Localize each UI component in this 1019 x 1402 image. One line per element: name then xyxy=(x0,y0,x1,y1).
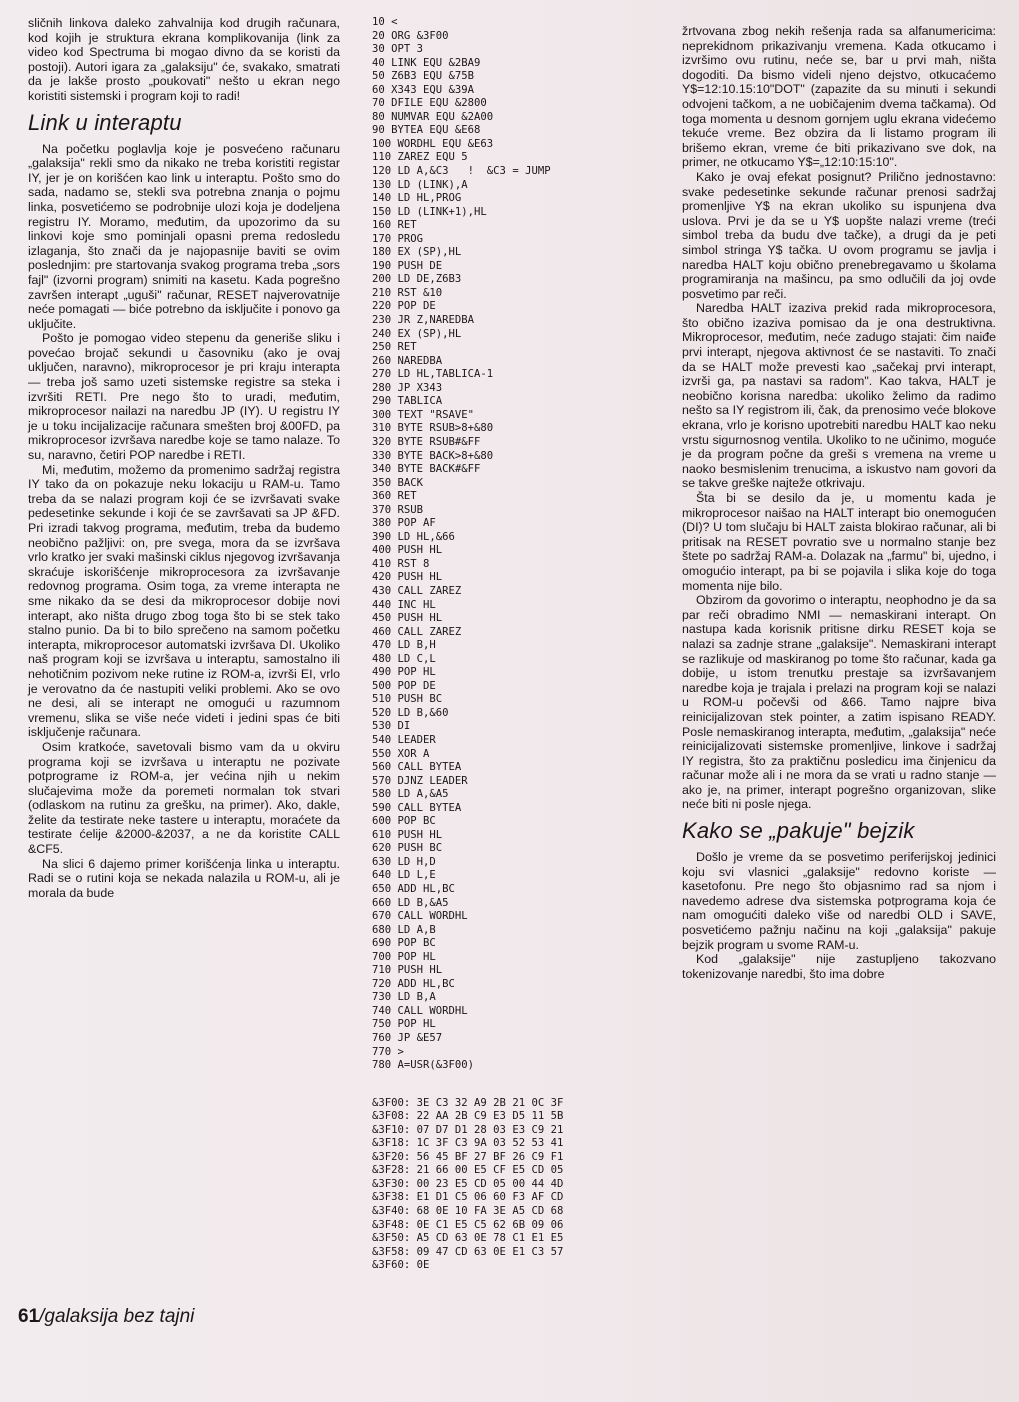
paragraph: Došlo je vreme da se posvetimo periferijskoj jedinici koju svi vlasnici „galaksije" redovno koriste — kasetofonu. Pre nego što objasnimo rad sa njom i navedemo adrese dva sistemska potprograma koja će nam omogućiti daleko više od naredbi OLD i SAVE, posvetićemo pažnju načinu na koji „galaksija" pakuje bejzik program u svome RAM-u. xyxy=(682,850,996,952)
code-line: 330 BYTE BACK>8+&80 xyxy=(372,449,494,462)
code-line: 490 POP HL xyxy=(372,666,436,679)
paragraph: Kako je ovaj efekat posignut? Prilično jednostavno: svake pedesetinke sekunde računar prenosi sadržaj promenljive Y$ na ekran ukoliko su ispunjena dva uslova. Prvi je da se u Y$ uopšte nalazi vreme (treći simbol treba da budu dve tačke), a drugi da je peti simbol stringa Y$ tačka. U ovom programu se javlja i naredba HALT koju obično prenebregavamo u školama programiranja na mašincu, pa smo odlučili da joj ovde posvetimo par reči. xyxy=(682,169,996,301)
code-line: 720 ADD HL,BC xyxy=(372,977,455,990)
code-line: 610 PUSH HL xyxy=(372,828,443,841)
code-line: 510 PUSH BC xyxy=(372,693,443,706)
paragraph: Obzirom da govorimo o interaptu, neophodno je da sa par reči obradimo NMI — nemaskirani interapt. On nastupa kada korisnik pritisne dirku RESET koja se nalazi sa zadnje strane „galaksije". Nemaskirani interapt se razlikuje od maskiranog po tome što računar, kada ga dobije, u istom trenutku prestaje sa izvršavanjem naredbe koja je trajala i prelazi na program koji se nalazi u ROM-u počevši od &66. Tamo najpre biva reinicijalizovan stek pointer, a zatim ispisano READY. Posle nemaskiranog interapta, međutim, „galaksija" neće reinicijalizovati sistemske promenljive, linkove i sadržaj IY registra, što za praktičnu posledicu ima činjenicu da računar može ali i ne mora da se vrati u radno stanje — ako je, na primer, interapt pogrešno organizovan, slike neće biti ni posle njega. xyxy=(682,593,996,812)
code-line: 600 POP BC xyxy=(372,815,436,828)
hex-line: &3F38: E1 D1 C5 06 60 F3 AF CD xyxy=(372,1191,564,1204)
code-line: 440 INC HL xyxy=(372,598,436,611)
code-line: 550 XOR A xyxy=(372,747,430,760)
paragraph: Mi, međutim, možemo da promenimo sadržaj registra IY tako da on pokazuje neku lokaciju u RAM-u. Tamo treba da se nalazi program koji će se izvršavati svake pedesetinke sekunde i koji će se završavati sa JP &FD. Pri izradi takvog programa, međutim, treba da budemo neobično pažljivi: on, pre svega, mora da se izvršava vrlo kratko jer svaki mašinski ciklus njegovog izvršavanja skraćuje iskorišćenje mikroprocesora za izvršavanje redovnog programa. Osim toga, za vreme interapta ne sme nikako da se desi da mikroprocesor dobije novi interapt, ako ništa drugo zbog toga što bi se stek tako stalno punio. Da bi to bilo sprečeno na samom početku interapta, mikroprocesor automatski izvršava DI. Ukoliko naš program koji se izvršava u interaptu, samostalno ili nehotičnim pozivom neke rutine iz ROM-a, izvrši EI, vrlo je verovatno da će nastupiti veliki problemi. Ako se ovo ne desi, ali se interapt ne omogući u razumnom vremenu, slika se više neće videti i jedini spas će biti isključenje računara. xyxy=(28,462,340,740)
code-line: 620 PUSH BC xyxy=(372,842,443,855)
code-line: 520 LD B,&60 xyxy=(372,706,449,719)
code-line: 160 RET xyxy=(372,219,417,232)
code-line: 190 PUSH DE xyxy=(372,259,443,272)
code-line: 240 EX (SP),HL xyxy=(372,327,462,340)
code-line: 500 POP DE xyxy=(372,679,436,692)
code-line: 60 X343 EQU &39A xyxy=(372,83,475,96)
code-line: 380 POP AF xyxy=(372,517,436,530)
code-line: 400 PUSH HL xyxy=(372,544,443,557)
hex-line: &3F20: 56 45 BF 27 BF 26 C9 F1 xyxy=(372,1150,564,1163)
code-line: 480 LD C,L xyxy=(372,652,436,665)
code-line: 140 LD HL,PROG xyxy=(372,192,462,205)
code-line: 230 JR Z,NAREDBA xyxy=(372,314,475,327)
code-line: 590 CALL BYTEA xyxy=(372,801,462,814)
code-line: 170 PROG xyxy=(372,232,424,245)
code-line: 740 CALL WORDHL xyxy=(372,1004,468,1017)
code-line: 700 POP HL xyxy=(372,950,436,963)
paragraph: žrtvovana zbog nekih rešenja rada sa alfanumericima: neprekidnom prikazivanju vremena. Kada otkucamo i izvršimo ovu rutinu, neće se, bar u prvi mah, ništa dogoditi. Da bismo videli njeno dejstvo, otkucaćemo Y$=12:10.15:10"DOT" (zapazite da su minuti i sekundi odvojeni tačkom, a ne uobičajenim dvema tačkama). Od toga momenta u desnom gornjem uglu ekrana videćemo tekuće vreme. Bez obzira da li listamo program ili brišemo ekran, vreme će biti prikazivano sve dok, na primer, ne otkucamo Y$=„12:10:15:10". xyxy=(682,24,996,170)
section-heading-kako-se-pakuje-bejzik: Kako se „pakuje" bejzik xyxy=(682,818,915,844)
code-line: 730 LD B,A xyxy=(372,991,436,1004)
code-line: 680 LD A,B xyxy=(372,923,436,936)
code-line: 250 RET xyxy=(372,341,417,354)
code-line: 300 TEXT "RSAVE" xyxy=(372,408,475,421)
assembly-listing xyxy=(372,16,652,1073)
hex-line: &3F10: 07 D7 D1 28 03 E3 C9 21 xyxy=(372,1123,564,1136)
code-line: 760 JP &E57 xyxy=(372,1032,443,1045)
code-line: 260 NAREDBA xyxy=(372,354,443,367)
code-line: 530 DI xyxy=(372,720,411,733)
code-line: 360 RET xyxy=(372,490,417,503)
code-line: 430 CALL ZAREZ xyxy=(372,584,462,597)
code-line: 560 CALL BYTEA xyxy=(372,761,462,774)
paragraph: Pošto je pomogao video stepenu da generiše sliku i povećao brojač sekundi u časovniku (ako je ovaj uključen, naravno), mikroprocesor je pri kraju interapta — treba još samo uzeti sistemske registre sa steka i izvršiti RETI. Pre nego što to uradi, međutim, mikroprocesor nailazi na naredbu JP (IY). U registru IY je u toku incijalizacije računara smešten broj &00FD, pa mikroprocesor izvršava naredbe koje se tamo nalaze. To su, naravno, četiri POP naredbe i RETI. xyxy=(28,331,340,463)
code-line: 670 CALL WORDHL xyxy=(372,910,468,923)
code-line: 540 LEADER xyxy=(372,733,436,746)
code-line: 20 ORG &3F00 xyxy=(372,29,449,42)
code-line: 110 ZAREZ EQU 5 xyxy=(372,151,468,164)
code-line: 650 ADD HL,BC xyxy=(372,883,455,895)
hex-line: &3F58: 09 47 CD 63 0E E1 C3 57 xyxy=(372,1245,564,1258)
code-line: 340 BYTE BACK#&FF xyxy=(372,463,481,476)
code-line: 40 LINK EQU &2BA9 xyxy=(372,56,481,69)
code-line: 630 LD H,D xyxy=(372,855,436,868)
code-line: 660 LD B,&A5 xyxy=(372,896,449,909)
code-line: 100 WORDHL EQU &E63 xyxy=(372,137,494,150)
code-line: 130 LD (LINK),A xyxy=(372,178,468,191)
code-line: 710 PUSH HL xyxy=(372,964,443,977)
paragraph: Na početku poglavlja koje je posvećeno računaru „galaksija" rekli smo da nikako ne treba koristiti registar IY, jer je on korišćen kao link u interaptu. Pošto smo do sada, nadamo se, stekli sva potrebna znanja o pojmu linka, posvetićemo se podrobnije ulozi koja je dodeljena registru IY. Moramo, međutim, da upozorimo da su linkovi koje smo pominjali opasni prema redosledu izlaganja, što znači da je najopasnije baviti se ovim poslednjim: pre startovanja svakog programa treba „sors fajl" (izvorni program) snimiti na kasetu. Kada pogrešno završen interapt „uguši" računar, RESET najverovatnije neće pomagati — biće potrebno da isključite i ponovo ga uključite. xyxy=(28,141,340,331)
paragraph: Naredba HALT izaziva prekid rada mikroprocesora, što obično izaziva pomisao da je ona destruktivna. Mikroprocesor, međutim, neće zadugo stajati: čim naiđe prvi interapt, njegova aktivnost će se nastaviti. To znači da se HALT može prevesti kao „sačekaj prvi interapt, izvrši ga, pa nastavi sa radom". Kao takva, HALT je neobično korisna naredba: ukoliko želimo da radimo nešto sa IY registrom ili, čak, da prenosimo veće blokove ekrana, vrlo je korisno upotrebiti naredbu HALT kao neku vrstu sigurnosnog ventila. Ukoliko to ne učinimo, moguće je da program počne da greši s vremena na vreme u naoko besmislenim trenucima, a iskustvo nam govori da se takve greške najteže otkrivaju. xyxy=(682,301,996,491)
code-line: 290 TABLICA xyxy=(372,395,443,408)
code-line: 690 POP BC xyxy=(372,937,436,950)
code-line: 770 > xyxy=(372,1045,404,1058)
hex-line: &3F08: 22 AA 2B C9 E3 D5 11 5B xyxy=(372,1110,564,1123)
code-line: 120 LD A,&C3 ! &C3 = JUMP xyxy=(372,165,551,178)
code-line: 310 BYTE RSUB>8+&80 xyxy=(372,422,494,435)
code-line: 180 EX (SP),HL xyxy=(372,246,462,259)
code-listing-column xyxy=(372,16,652,1273)
code-line: 150 LD (LINK+1),HL xyxy=(372,205,487,218)
hex-line: &3F00: 3E C3 32 A9 2B 21 0C 3F xyxy=(372,1096,564,1109)
hex-line: &3F30: 00 23 E5 CD 05 00 44 4D xyxy=(372,1177,564,1190)
code-line: 640 LD L,E xyxy=(372,869,436,882)
code-line: 220 POP DE xyxy=(372,300,436,313)
code-line: 460 CALL ZAREZ xyxy=(372,625,462,638)
hex-dump xyxy=(372,1097,652,1273)
code-line: 470 LD B,H xyxy=(372,639,436,652)
code-line: 70 DFILE EQU &2800 xyxy=(372,97,487,110)
code-line: 200 LD DE,Z6B3 xyxy=(372,273,462,286)
code-line: 390 LD HL,&66 xyxy=(372,530,455,543)
code-line: 80 NUMVAR EQU &2A00 xyxy=(372,110,494,123)
code-line: 210 RST &10 xyxy=(372,286,443,299)
paragraph: Šta bi se desilo da je, u momentu kada je mikroprocesor naišao na HALT interapt bio onemogućen (DI)? U tom slučaju bi HALT zaista blokirao računar, ali bi pritisak na RESET povratio sve u normalno stanje bez štete po sadržaj RAM-a. Dolazak na „farmu" bi, ujedno, i omogućio interapt, pa bi se pojavila i slika koje do toga momenta nije bilo. xyxy=(682,491,996,593)
code-line: 280 JP X343 xyxy=(372,381,443,394)
code-line: 570 DJNZ LEADER xyxy=(372,774,468,787)
code-line: 50 Z6B3 EQU &75B xyxy=(372,70,475,83)
page-footer xyxy=(18,1306,194,1328)
code-line: 750 POP HL xyxy=(372,1018,436,1031)
hex-line: &3F48: 0E C1 E5 C5 62 6B 09 06 xyxy=(372,1218,564,1231)
hex-line: &3F18: 1C 3F C3 9A 03 52 53 41 xyxy=(372,1137,564,1150)
section-heading-link-u-interaptu: Link u interaptu xyxy=(28,109,182,135)
right-text-column xyxy=(682,24,996,981)
code-line: 420 PUSH HL xyxy=(372,571,443,584)
hex-line: &3F28: 21 66 00 E5 CF E5 CD 05 xyxy=(372,1164,564,1177)
code-line: 10 < xyxy=(372,16,398,28)
page-number: 61 xyxy=(18,1306,40,1327)
code-line: 370 RSUB xyxy=(372,503,424,516)
code-line: 30 OPT 3 xyxy=(372,43,424,56)
code-line: 90 BYTEA EQU &E68 xyxy=(372,124,481,137)
code-line: 270 LD HL,TABLICA-1 xyxy=(372,368,494,381)
hex-line: &3F60: 0E xyxy=(372,1259,430,1272)
code-line: 450 PUSH HL xyxy=(372,612,443,625)
code-line: 410 RST 8 xyxy=(372,557,430,570)
hex-line: &3F40: 68 0E 10 FA 3E A5 CD 68 xyxy=(372,1205,564,1218)
left-text-column xyxy=(28,16,340,900)
publication-title: /galaksija bez tajni xyxy=(39,1306,195,1327)
paragraph: Kod „galaksije" nije zastupljeno takozvano tokenizovanje naredbi, što ima dobre xyxy=(682,952,996,981)
code-line: 350 BACK xyxy=(372,476,424,489)
paragraph: sličnih linkova daleko zahvalnija kod drugih računara, kod kojih je struktura ekrana komplikovanija (link za video kod Spectruma bi mogao divno da se koristi da postoji). Autori igara za „galaksiju" će, svakako, smatrati da je lakše prosto „poukovati" nešto u ekran nego koristiti sistemski i program koji to radi! xyxy=(28,16,340,103)
paragraph: Osim kratkoće, savetovali bismo vam da u okviru programa koji se izvršava u interaptu ne pozivate potprograme iz ROM-a, jer većina njih u nekim slučajevima može da poremeti normalan tok stvari (odlaskom na rutinu za grešku, na primer). Ako, dakle, želite da testirate neke tastere u interaptu, moraćete da testirate ćelije &2000-&2037, a ne da koristite CALL &CF5. xyxy=(28,739,340,857)
code-line: 320 BYTE RSUB#&FF xyxy=(372,435,481,448)
hex-line: &3F50: A5 CD 63 0E 78 C1 E1 E5 xyxy=(372,1232,564,1245)
paragraph: Na slici 6 dajemo primer korišćenja linka u interaptu. Radi se o rutini koja se nekada nalazila u ROM-u, ali je morala da bude xyxy=(28,856,340,900)
code-line: 780 A=USR(&3F00) xyxy=(372,1059,475,1072)
code-line: 580 LD A,&A5 xyxy=(372,788,449,801)
